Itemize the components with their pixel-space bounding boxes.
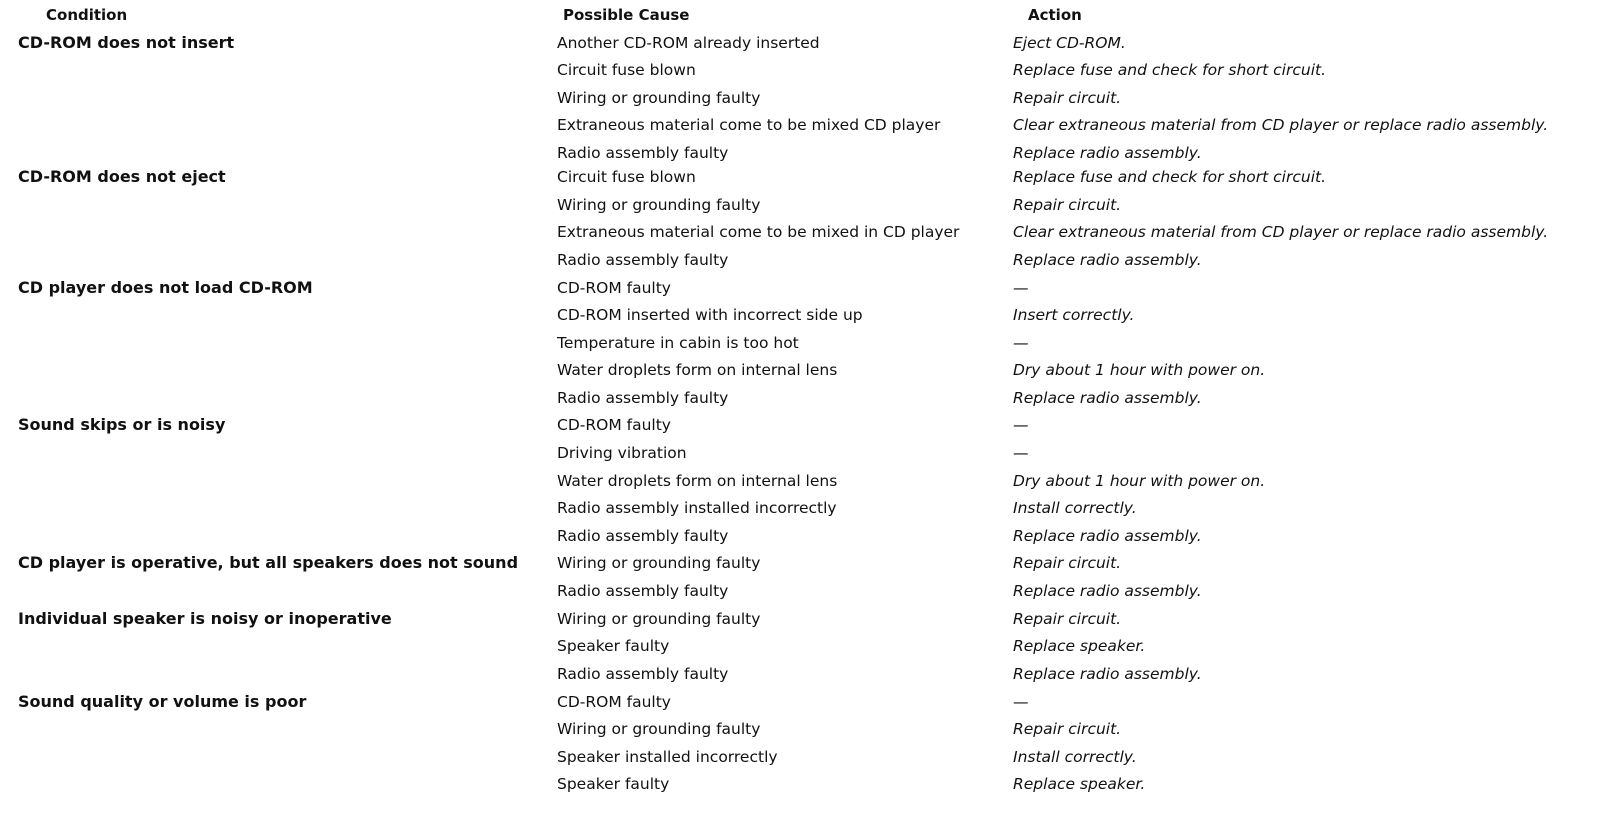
cause-cell: Circuit fuse blown: [557, 61, 696, 79]
condition-cell: CD player is operative, but all speakers does not sound: [18, 553, 519, 572]
cause-cell: Water droplets form on internal lens: [557, 472, 838, 490]
cause-cell: Extraneous material come to be mixed in CD player: [557, 223, 960, 241]
condition-cell: CD-ROM does not eject: [18, 167, 226, 186]
cause-cell: Speaker faulty: [557, 637, 670, 655]
action-cell: —: [1013, 334, 1029, 352]
cause-cell: Wiring or grounding faulty: [557, 89, 761, 107]
cause-cell: CD-ROM faulty: [557, 279, 671, 297]
action-cell: —: [1013, 693, 1029, 711]
action-cell: Replace speaker.: [1013, 637, 1146, 655]
condition-cell: CD-ROM does not insert: [18, 33, 235, 52]
action-cell: Replace radio assembly.: [1013, 665, 1202, 683]
action-cell: Replace radio assembly.: [1013, 144, 1202, 162]
action-cell: Install correctly.: [1013, 748, 1137, 766]
cause-cell: Driving vibration: [557, 444, 687, 462]
action-cell: Replace radio assembly.: [1013, 389, 1202, 407]
action-cell: Replace radio assembly.: [1013, 582, 1202, 600]
cause-cell: Speaker installed incorrectly: [557, 748, 778, 766]
cause-cell: Radio assembly faulty: [557, 582, 729, 600]
header-condition: Condition: [46, 6, 128, 24]
condition-cell: Sound quality or volume is poor: [18, 692, 307, 711]
action-cell: Replace radio assembly.: [1013, 527, 1202, 545]
cause-cell: Speaker faulty: [557, 775, 670, 793]
cause-cell: Radio assembly faulty: [557, 527, 729, 545]
cause-cell: Radio assembly faulty: [557, 389, 729, 407]
condition-cell: CD player does not load CD-ROM: [18, 278, 313, 297]
action-cell: Dry about 1 hour with power on.: [1013, 472, 1266, 490]
condition-cell: Sound skips or is noisy: [18, 415, 226, 434]
cause-cell: Wiring or grounding faulty: [557, 554, 761, 572]
cause-cell: Wiring or grounding faulty: [557, 196, 761, 214]
cause-cell: Water droplets form on internal lens: [557, 361, 838, 379]
cause-cell: Circuit fuse blown: [557, 168, 696, 186]
action-cell: Clear extraneous material from CD player or replace radio assembly.: [1013, 116, 1549, 134]
cause-cell: Radio assembly faulty: [557, 251, 729, 269]
action-cell: —: [1013, 416, 1029, 434]
header-possible-cause: Possible Cause: [563, 6, 690, 24]
action-cell: Replace speaker.: [1013, 775, 1146, 793]
cause-cell: Radio assembly installed incorrectly: [557, 499, 837, 517]
action-cell: Repair circuit.: [1013, 610, 1122, 628]
action-cell: Replace radio assembly.: [1013, 251, 1202, 269]
cause-cell: Another CD-ROM already inserted: [557, 34, 820, 52]
cause-cell: CD-ROM faulty: [557, 416, 671, 434]
cause-cell: Extraneous material come to be mixed CD player: [557, 116, 941, 134]
action-cell: Install correctly.: [1013, 499, 1137, 517]
action-cell: Repair circuit.: [1013, 196, 1122, 214]
action-cell: Repair circuit.: [1013, 89, 1122, 107]
cause-cell: Wiring or grounding faulty: [557, 610, 761, 628]
action-cell: Repair circuit.: [1013, 554, 1122, 572]
condition-cell: Individual speaker is noisy or inoperative: [18, 609, 392, 628]
action-cell: —: [1013, 279, 1029, 297]
action-cell: Clear extraneous material from CD player or replace radio assembly.: [1013, 223, 1549, 241]
cause-cell: Radio assembly faulty: [557, 665, 729, 683]
action-cell: Repair circuit.: [1013, 720, 1122, 738]
header-action: Action: [1028, 6, 1082, 24]
cause-cell: CD-ROM inserted with incorrect side up: [557, 306, 863, 324]
cause-cell: Radio assembly faulty: [557, 144, 729, 162]
action-cell: Dry about 1 hour with power on.: [1013, 361, 1266, 379]
action-cell: —: [1013, 444, 1029, 462]
action-cell: Eject CD-ROM.: [1013, 34, 1126, 52]
action-cell: Replace fuse and check for short circuit.: [1013, 168, 1327, 186]
cause-cell: Wiring or grounding faulty: [557, 720, 761, 738]
action-cell: Insert correctly.: [1013, 306, 1135, 324]
cause-cell: CD-ROM faulty: [557, 693, 671, 711]
action-cell: Replace fuse and check for short circuit.: [1013, 61, 1327, 79]
cause-cell: Temperature in cabin is too hot: [557, 334, 799, 352]
